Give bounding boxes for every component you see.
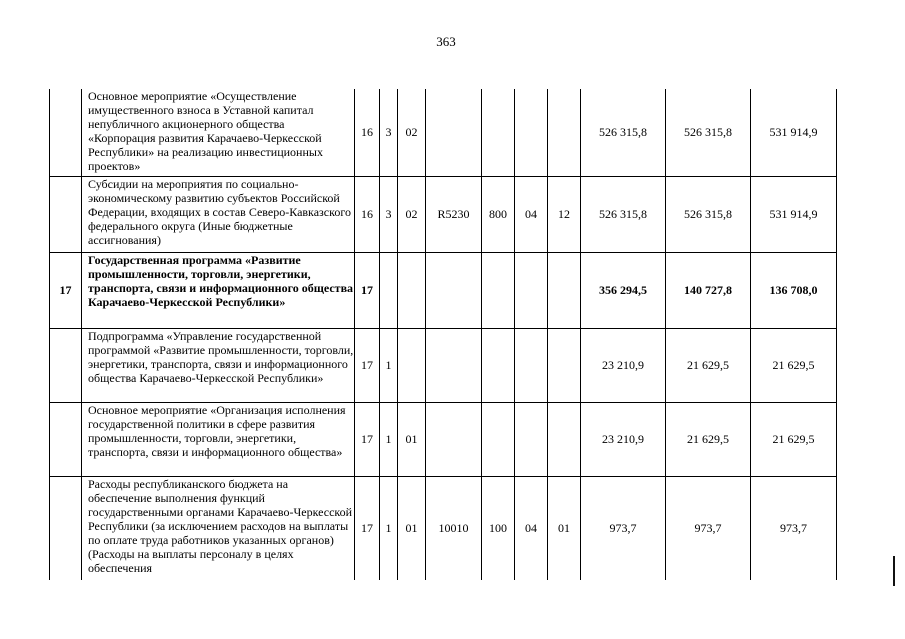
- section-cell: [515, 402, 548, 476]
- name-cell: Государственная программа «Развитие промышленности, торговли, энергетики, транспорта, связи и информационного общества Карачаево-Черкесской Республики»: [82, 252, 355, 328]
- program-code-cell: 16: [355, 89, 380, 176]
- amount-year-2-cell: 526 315,8: [666, 176, 751, 252]
- subsection-cell: [548, 89, 581, 176]
- section-cell: [515, 328, 548, 402]
- expense-type-cell: [482, 252, 515, 328]
- subsection-cell: 01: [548, 476, 581, 580]
- main-activity-code-cell: [398, 252, 426, 328]
- name-cell: Субсидии на мероприятия по социально-экономическому развитию субъектов Российской Федерации, входящих в состав Северо-Кавказского федерального округа (Иные бюджетные ассигнования): [82, 176, 355, 252]
- subprogram-code-cell: 3: [380, 89, 398, 176]
- table-row: [50, 328, 837, 402]
- section-cell: [515, 252, 548, 328]
- amount-year-1-cell: 23 210,9: [581, 402, 666, 476]
- amount-year-3-cell: 531 914,9: [751, 89, 837, 176]
- amount-year-3-cell: 21 629,5: [751, 328, 837, 402]
- subprogram-code-cell: [380, 252, 398, 328]
- page-number: 363: [436, 34, 456, 49]
- program-code-cell: 17: [355, 476, 380, 580]
- subsection-cell: [548, 252, 581, 328]
- direction-code-cell: [426, 252, 482, 328]
- section-cell: [515, 89, 548, 176]
- subprogram-code-cell: 1: [380, 476, 398, 580]
- direction-code-cell: 10010: [426, 476, 482, 580]
- name-cell: Основное мероприятие «Осуществление имущественного взноса в Уставной капитал непубличного акционерного общества «Корпорация развития Карачаево-Черкесской Республики» на реализацию инвестиционных проектов»: [82, 89, 355, 176]
- direction-code-cell: [426, 89, 482, 176]
- direction-code-cell: [426, 328, 482, 402]
- row-number-cell: [50, 328, 82, 402]
- expense-type-cell: 800: [482, 176, 515, 252]
- name-cell: Основное мероприятие «Организация исполнения государственной политики в сфере развития промышленности, торговли, энергетики, транспорта, связи и информационного общества»: [82, 402, 355, 476]
- main-activity-code-cell: 01: [398, 402, 426, 476]
- amount-year-2-cell: 973,7: [666, 476, 751, 580]
- row-number-cell: [50, 89, 82, 176]
- row-number-cell: [50, 402, 82, 476]
- amount-year-1-cell: 973,7: [581, 476, 666, 580]
- table-row: [50, 176, 837, 252]
- program-code-cell: 17: [355, 402, 380, 476]
- row-number-cell: [50, 476, 82, 580]
- name-cell: Расходы республиканского бюджета на обеспечение выполнения функций государственными органами Карачаево-Черкесской Республики (за исключением расходов на выплаты по оплате труда работников указанных органов) (Расходы на выплаты персоналу в целях обеспечения: [82, 476, 355, 580]
- row-number-cell: [50, 176, 82, 252]
- main-activity-code-cell: 01: [398, 476, 426, 580]
- subprogram-code-cell: 1: [380, 402, 398, 476]
- amount-year-3-cell: 136 708,0: [751, 252, 837, 328]
- subsection-cell: [548, 402, 581, 476]
- amount-year-1-cell: 526 315,8: [581, 176, 666, 252]
- expense-type-cell: [482, 328, 515, 402]
- subprogram-code-cell: 3: [380, 176, 398, 252]
- amount-year-3-cell: 21 629,5: [751, 402, 837, 476]
- scan-edge-mark: [893, 556, 895, 586]
- subprogram-code-cell: 1: [380, 328, 398, 402]
- table-row: [50, 89, 837, 176]
- direction-code-cell: [426, 402, 482, 476]
- amount-year-1-cell: 23 210,9: [581, 328, 666, 402]
- amount-year-2-cell: 140 727,8: [666, 252, 751, 328]
- table-row: [50, 476, 837, 580]
- program-code-cell: 16: [355, 176, 380, 252]
- name-cell: Подпрограмма «Управление государственной программой «Развитие промышленности, торговли, энергетики, транспорта, связи и информационного общества Карачаево-Черкесской Республики»: [82, 328, 355, 402]
- budget-table: [49, 89, 837, 580]
- expense-type-cell: [482, 402, 515, 476]
- subsection-cell: 12: [548, 176, 581, 252]
- amount-year-2-cell: 21 629,5: [666, 402, 751, 476]
- expense-type-cell: [482, 89, 515, 176]
- program-code-cell: 17: [355, 252, 380, 328]
- table-row: [50, 402, 837, 476]
- main-activity-code-cell: 02: [398, 89, 426, 176]
- main-activity-code-cell: [398, 328, 426, 402]
- section-cell: 04: [515, 176, 548, 252]
- amount-year-3-cell: 973,7: [751, 476, 837, 580]
- program-code-cell: 17: [355, 328, 380, 402]
- section-cell: 04: [515, 476, 548, 580]
- direction-code-cell: R5230: [426, 176, 482, 252]
- amount-year-2-cell: 21 629,5: [666, 328, 751, 402]
- amount-year-3-cell: 531 914,9: [751, 176, 837, 252]
- expense-type-cell: 100: [482, 476, 515, 580]
- subsection-cell: [548, 328, 581, 402]
- main-activity-code-cell: 02: [398, 176, 426, 252]
- amount-year-2-cell: 526 315,8: [666, 89, 751, 176]
- amount-year-1-cell: 526 315,8: [581, 89, 666, 176]
- amount-year-1-cell: 356 294,5: [581, 252, 666, 328]
- row-number-cell: 17: [50, 252, 82, 328]
- table-row: [50, 252, 837, 328]
